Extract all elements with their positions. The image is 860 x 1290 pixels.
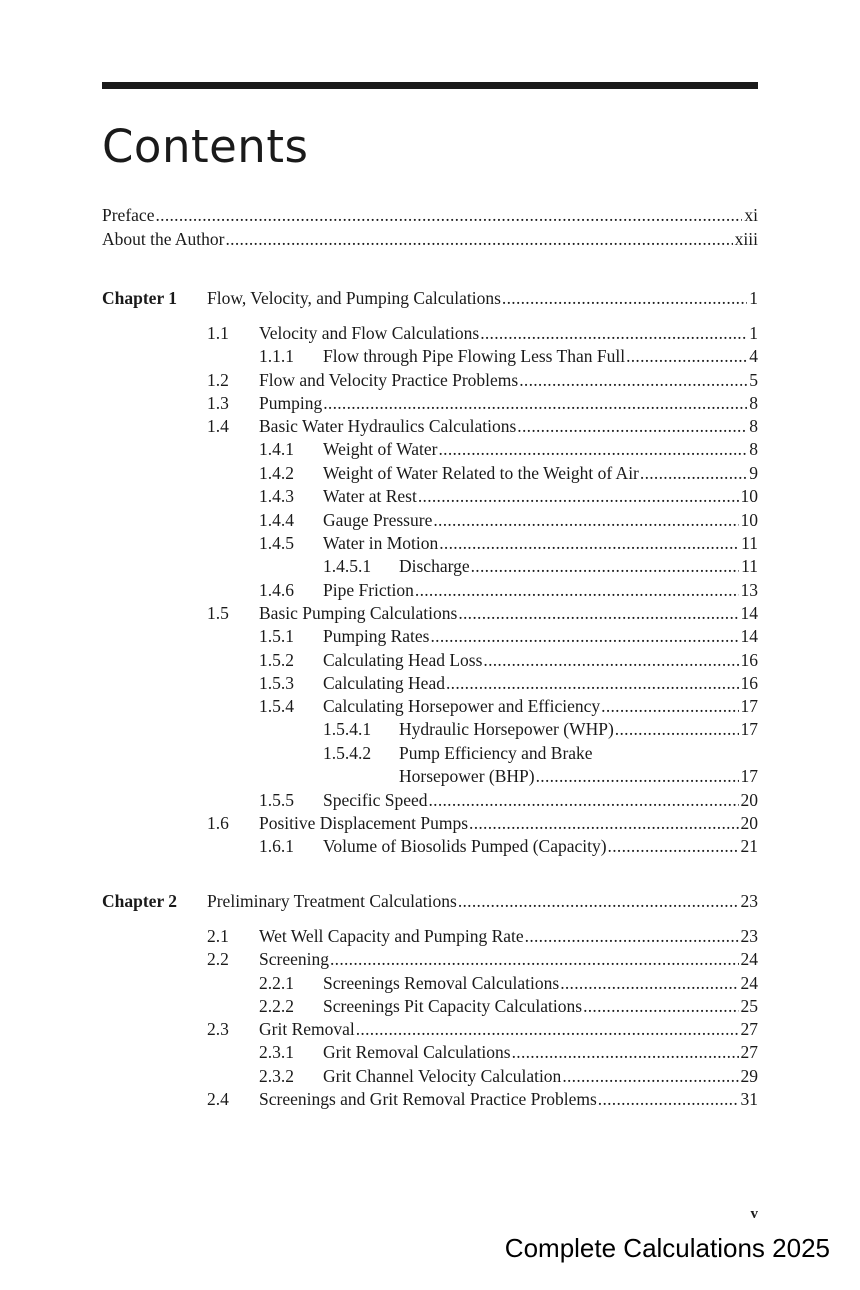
toc-entry-preface[interactable] — [102, 204, 758, 226]
top-rule — [102, 82, 758, 89]
toc-entry-title: Gauge Pressure — [323, 510, 433, 530]
toc-entry[interactable] — [323, 509, 758, 531]
toc-entry-page: 8 — [749, 439, 758, 459]
section-number: 2.3.2 — [259, 1066, 294, 1086]
toc-entry[interactable] — [323, 625, 758, 647]
toc-entry-title: Water at Rest — [323, 486, 417, 506]
toc-entry-page: 13 — [740, 580, 758, 600]
toc-entry[interactable] — [399, 555, 758, 577]
toc-entry-title: Specific Speed — [323, 790, 428, 810]
toc-entry-page: 24 — [740, 949, 758, 969]
toc-entry-title: Calculating Head Loss — [323, 650, 483, 670]
toc-entry-page: 25 — [740, 996, 758, 1016]
toc-entry[interactable] — [323, 1065, 758, 1087]
toc-entry-title: Velocity and Flow Calculations — [259, 323, 480, 343]
toc-entry-about-author[interactable] — [102, 228, 758, 250]
section-number: 2.3 — [207, 1019, 229, 1039]
toc-entry-title: Volume of Biosolids Pumped (Capacity) — [323, 836, 607, 856]
toc-entry-title[interactable]: Pump Efficiency and Brake — [399, 743, 593, 763]
section-number: 1.1.1 — [259, 346, 294, 366]
section-number: 1.3 — [207, 393, 229, 413]
toc-entry[interactable] — [259, 415, 758, 437]
toc-entry[interactable] — [399, 765, 758, 787]
toc-entry-page: 8 — [749, 416, 758, 436]
toc-entry-title: Pumping — [259, 393, 323, 413]
toc-entry-page: 23 — [740, 926, 758, 946]
toc-entry-title: Wet Well Capacity and Pumping Rate — [259, 926, 524, 946]
toc-entry[interactable] — [323, 345, 758, 367]
toc-entry[interactable] — [323, 972, 758, 994]
section-number: 1.4.1 — [259, 439, 294, 459]
page-number: v — [750, 1206, 758, 1222]
toc-entry-title: Basic Water Hydraulics Calculations — [259, 416, 517, 436]
section-number: 1.5.4.1 — [323, 719, 372, 739]
toc-entry-title: Pumping Rates — [323, 626, 430, 646]
section-number: 1.6.1 — [259, 836, 294, 856]
toc-entry-title: Calculating Head — [323, 673, 445, 693]
toc-entry[interactable] — [323, 532, 758, 554]
toc-entry-page: 1 — [749, 323, 758, 343]
chapter-2-title[interactable] — [207, 890, 758, 912]
toc-entry[interactable] — [323, 789, 758, 811]
toc-entry-title: Calculating Horsepower and Efficiency — [323, 696, 601, 716]
toc-entry-page: 24 — [740, 973, 758, 993]
toc-entry-title: About the Author — [102, 229, 225, 249]
toc-entry[interactable] — [323, 695, 758, 717]
section-number: 1.4.2 — [259, 463, 294, 483]
toc-entry-page: 27 — [740, 1042, 758, 1062]
toc-entry-title: Grit Removal Calculations — [323, 1042, 511, 1062]
toc-entry-title: Preface — [102, 205, 155, 225]
page-title: Contents — [102, 120, 309, 173]
toc-entry-page: xi — [744, 205, 758, 225]
toc-entry-page: 14 — [740, 603, 758, 623]
toc-entry-title: Grit Channel Velocity Calculation — [323, 1066, 562, 1086]
section-number: 1.5.1 — [259, 626, 294, 646]
toc-entry[interactable] — [259, 602, 758, 624]
toc-entry-title: Positive Displacement Pumps — [259, 813, 469, 833]
toc-entry-page: 17 — [740, 696, 758, 716]
toc-entry-title: Screening — [259, 949, 329, 969]
section-number: 2.1 — [207, 926, 229, 946]
toc-entry-page: xiii — [734, 229, 758, 249]
toc-entry[interactable] — [323, 835, 758, 857]
toc-entry[interactable] — [259, 1088, 758, 1110]
section-number: 2.2.2 — [259, 996, 294, 1016]
section-number: 1.5.5 — [259, 790, 294, 810]
toc-entry-page: 17 — [740, 719, 758, 739]
section-number: 1.5 — [207, 603, 229, 623]
toc-entry-page: 16 — [740, 650, 758, 670]
toc-entry[interactable] — [323, 579, 758, 601]
toc-entry[interactable] — [323, 1041, 758, 1063]
toc-entry-title: Discharge — [399, 556, 470, 576]
toc-entry-title: Weight of Water Related to the Weight of Air — [323, 463, 639, 483]
toc-entry-title: Screenings Removal Calculations — [323, 973, 560, 993]
toc-entry[interactable] — [259, 812, 758, 834]
toc-entry[interactable] — [259, 948, 758, 970]
toc-entry[interactable] — [323, 438, 758, 460]
section-number: 1.5.2 — [259, 650, 294, 670]
section-number: 1.5.4.2 — [323, 743, 372, 763]
section-number: 1.4 — [207, 416, 229, 436]
section-number: 1.5.4 — [259, 696, 294, 716]
section-number: 1.1 — [207, 323, 229, 343]
toc-entry-page: 27 — [740, 1019, 758, 1039]
toc-entry-title: Weight of Water — [323, 439, 438, 459]
toc-entry-page: 31 — [740, 1089, 758, 1109]
toc-entry-page: 14 — [740, 626, 758, 646]
chapter-1-title[interactable] — [207, 287, 758, 309]
toc-entry-page: 10 — [740, 510, 758, 530]
toc-entry-page: 10 — [740, 486, 758, 506]
toc-entry-title: Screenings and Grit Removal Practice Problems — [259, 1089, 597, 1109]
toc-entry[interactable] — [259, 1018, 758, 1040]
toc-entry[interactable] — [259, 369, 758, 391]
toc-entry[interactable] — [259, 392, 758, 414]
toc-entry-page: 9 — [749, 463, 758, 483]
toc-entry-page: 5 — [749, 370, 758, 390]
section-number: 1.2 — [207, 370, 229, 390]
section-number: 1.4.5 — [259, 533, 294, 553]
toc-entry-title: Preliminary Treatment Calculations — [207, 891, 457, 911]
section-number: 2.2 — [207, 949, 229, 969]
section-number: 1.5.3 — [259, 673, 294, 693]
toc-entry[interactable] — [323, 995, 758, 1017]
chapter-label: Chapter 1 — [102, 288, 178, 308]
toc-entry-page: 23 — [740, 891, 758, 911]
toc-entry-title-continued: Horsepower (BHP) — [399, 766, 535, 786]
section-number: 2.3.1 — [259, 1042, 294, 1062]
toc-entry[interactable] — [323, 485, 758, 507]
section-number: 2.4 — [207, 1089, 229, 1109]
toc-entry[interactable] — [399, 718, 758, 740]
toc-entry-page: 20 — [740, 813, 758, 833]
toc-entry[interactable] — [259, 322, 758, 344]
toc-entry-title: Pipe Friction — [323, 580, 414, 600]
section-number: 1.4.3 — [259, 486, 294, 506]
toc-entry-title: Grit Removal — [259, 1019, 355, 1039]
watermark: Complete Calculations 2025 — [504, 1233, 830, 1263]
section-number: 1.4.5.1 — [323, 556, 372, 576]
toc-entry-page: 17 — [740, 766, 758, 786]
toc-entry-page: 16 — [740, 673, 758, 693]
toc-entry-page: 11 — [741, 556, 758, 576]
toc-entry-page: 11 — [741, 533, 758, 553]
toc-entry-page: 1 — [749, 288, 758, 308]
toc-entry-title: Screenings Pit Capacity Calculations — [323, 996, 583, 1016]
section-number: 1.4.6 — [259, 580, 294, 600]
toc-entry-title: Flow through Pipe Flowing Less Than Full — [323, 346, 626, 366]
toc-entry-title: Flow, Velocity, and Pumping Calculations — [207, 288, 501, 308]
toc-entry[interactable] — [259, 925, 758, 947]
section-number: 2.2.1 — [259, 973, 294, 993]
toc-entry-page: 4 — [749, 346, 758, 366]
toc-entry[interactable] — [323, 462, 758, 484]
chapter-label: Chapter 2 — [102, 891, 178, 911]
toc-entry[interactable] — [323, 649, 758, 671]
section-number: 1.4.4 — [259, 510, 294, 530]
toc-entry[interactable] — [323, 672, 758, 694]
toc-entry-title: Basic Pumping Calculations — [259, 603, 458, 623]
toc-entry-title: Water in Motion — [323, 533, 439, 553]
toc-entry-page: 20 — [740, 790, 758, 810]
toc-entry-page: 29 — [740, 1066, 758, 1086]
toc-entry-page: 21 — [740, 836, 758, 856]
toc-entry-page: 8 — [749, 393, 758, 413]
section-number: 1.6 — [207, 813, 229, 833]
toc-entry-title: Hydraulic Horsepower (WHP) — [399, 719, 614, 739]
toc-entry-title: Flow and Velocity Practice Problems — [259, 370, 519, 390]
